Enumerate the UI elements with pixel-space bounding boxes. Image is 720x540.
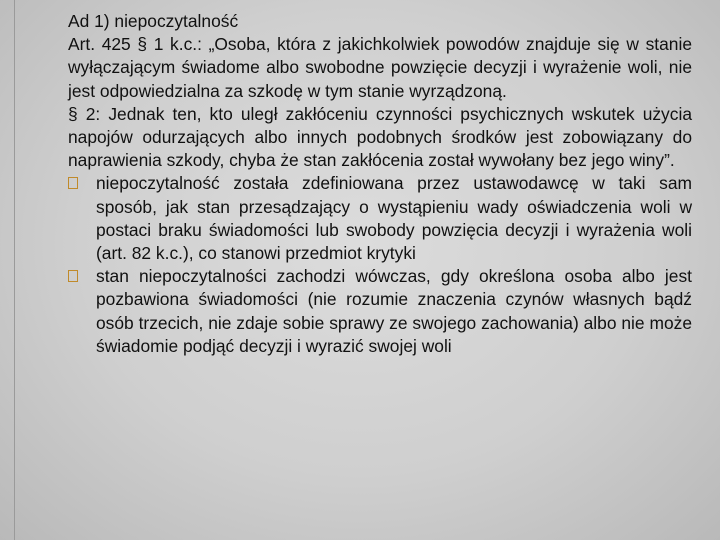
bullet-item (68, 172, 692, 265)
bullet-text: stan niepoczytalności zachodzi wówczas, gdy określona osoba albo jest pozbawiona świadomości (nie rozumie znaczenia czynów własnych bądź osób trzecich, nie zdaje sobie sprawy ze swojego zachowania) albo nie może świadomie podjąć decyzji i wyrazić swojej woli (96, 266, 692, 356)
bullet-text: niepoczytalność została zdefiniowana przez ustawodawcę w taki sam sposób, jak stan przesądzający o wystąpieniu wady oświadczenia woli w postaci braku świadomości lub swobody powzięcia decyzji i wyrażenia woli (art. 82 k.c.), co stanowi przedmiot krytyki (96, 173, 692, 264)
slide-heading: Ad 1) niepoczytalność (68, 11, 239, 31)
article-reference: Art. 425 § 1 k.c.: (68, 34, 202, 55)
left-divider-line (14, 0, 15, 540)
article-425-paragraph-2 (68, 103, 692, 173)
slide-content (68, 10, 692, 358)
square-bullet-icon (68, 270, 78, 282)
bullet-item (68, 265, 692, 358)
article-425-paragraph-1 (68, 33, 692, 103)
article-text: „Osoba, która z jakichkolwiek powodów znajduje się w stanie wyłączającym świadome albo swobodne powzięcie decyzji i wyrażenie woli, nie jest odpowiedzialna za szkodę w tym stanie wyrządzoną. (68, 34, 692, 101)
paragraph-2-text: Jednak ten, kto uległ zakłóceniu czynności psychicznych wskutek użycia napojów odurzających albo innych podobnych środków jest zobowiązany do naprawienia szkody, chyba że stan zakłócenia został wywołany bez jego winy”. (68, 103, 692, 171)
paragraph-2-reference: § 2: (68, 103, 101, 124)
square-bullet-icon (68, 177, 78, 189)
